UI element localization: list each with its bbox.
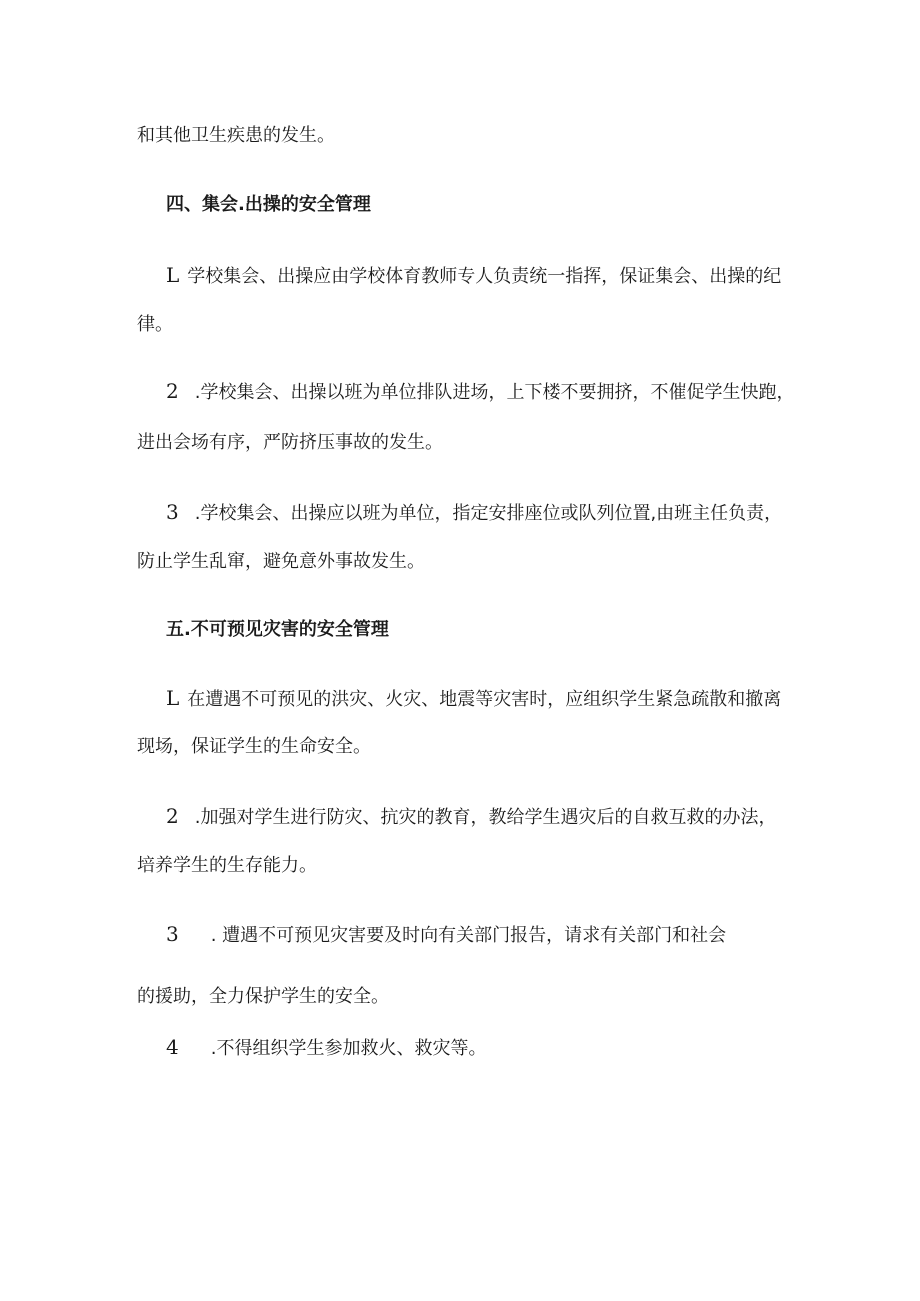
item-text: .学校集会、出操以班为单位排队进场，上下楼不要拥挤，不催促学生快跑， [194, 382, 795, 403]
section-heading-assembly: 四、集会.出操的安全管理 [166, 194, 371, 215]
item-text-continued: 现场，保证学生的生命安全。 [137, 736, 371, 757]
list-item [166, 500, 782, 526]
list-item [166, 922, 726, 948]
section-heading-disaster: 五.不可预见灾害的安全管理 [166, 619, 389, 640]
item-text-continued: 培养学生的生存能力。 [137, 855, 317, 876]
item-text-continued: 律。 [137, 314, 173, 335]
list-item [166, 686, 781, 712]
list-item [166, 379, 794, 405]
item-text: .学校集会、出操应以班为单位，指定安排座位或队列位置,由班主任负责， [194, 503, 783, 524]
item-number: 2 [166, 804, 179, 828]
item-text: .加强对学生进行防灾、抗灾的教育，教给学生遇灾后的自救互救的办法， [194, 807, 777, 828]
item-number: 3 [166, 500, 179, 524]
item-text-continued: 进出会场有序，严防挤压事故的发生。 [137, 432, 443, 453]
item-number: 2 [166, 379, 179, 403]
item-text: 在遭遇不可预见的洪灾、火灾、地震等灾害时，应组织学生紧急疏散和撤离 [187, 689, 782, 710]
item-number: 3 [166, 922, 179, 946]
item-text: 学校集会、出操应由学校体育教师专人负责统一指挥，保证集会、出操的纪 [187, 266, 782, 287]
continuation-text: 和其他卫生疾患的发生。 [137, 125, 335, 146]
item-number: L [166, 263, 180, 287]
item-text-continued: 的援助，全力保护学生的安全。 [137, 986, 389, 1007]
item-text: . 遭遇不可预见灾害要及时向有关部门报告，请求有关部门和社会 [210, 925, 727, 946]
list-item [166, 804, 776, 830]
list-item [166, 1035, 486, 1061]
item-number: L [166, 686, 180, 710]
item-number: 4 [166, 1035, 179, 1059]
item-text-continued: 防止学生乱窜，避免意外事故发生。 [137, 551, 425, 572]
list-item [166, 263, 781, 289]
item-text: .不得组织学生参加救火、救灾等。 [210, 1038, 487, 1059]
